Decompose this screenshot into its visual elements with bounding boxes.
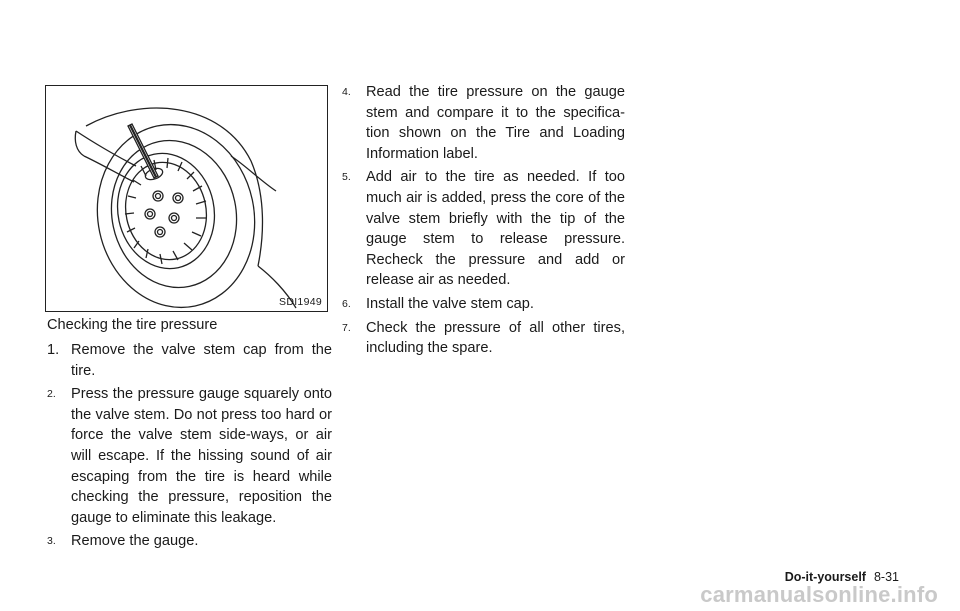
step-item (47, 531, 332, 552)
step-text: Read the tire pressure on the gauge stem and compare it to the specifica-tion shown on the Tire and Loading Information label. (366, 84, 625, 162)
section-name: Do-it-yourself (784, 570, 866, 584)
step-text: Press the pressure gauge squarely onto the valve stem. Do not press too hard or force the valve stem side-ways, or air will escape. If the hissing sound of air escaping from the tire is heard while checking the pressure, reposition the gauge to eliminate this leakage. (71, 386, 332, 526)
step-number: 6. (342, 297, 351, 310)
step-text: Add air to the tire as needed. If too much air is added, press the core of the valve stem briefly with the tip of the gauge stem to release pressure. Recheck the pressure and add or release air as needed. (366, 169, 625, 289)
step-number: 4. (342, 86, 351, 98)
step-item (47, 340, 332, 381)
steps-list-left (47, 340, 332, 555)
watermark: carmanualsonline.info (700, 582, 938, 607)
step-item (47, 384, 332, 528)
step-item (342, 294, 625, 315)
step-number: 1. (47, 342, 60, 358)
page-number: 8-31 (873, 570, 899, 584)
step-text: Remove the gauge. (71, 533, 199, 550)
step-number: 7. (342, 321, 351, 334)
step-number: 2. (47, 388, 56, 401)
step-item (342, 167, 625, 291)
step-item (342, 318, 625, 359)
tire-drawing (46, 86, 329, 313)
tire-gauge-illustration (45, 85, 328, 312)
step-number: 3. (47, 535, 56, 548)
step-text: Install the valve stem cap. (366, 295, 534, 312)
step-item (342, 82, 625, 164)
steps-list-right (342, 82, 625, 362)
figure-code: SDI1949 (279, 296, 322, 308)
step-text: Check the pressure of all other tires, including the spare. (366, 319, 625, 357)
step-text: Remove the valve stem cap from the tire. (71, 342, 332, 379)
step-number: 5. (342, 171, 351, 184)
figure-caption: Checking the tire pressure (47, 317, 218, 333)
